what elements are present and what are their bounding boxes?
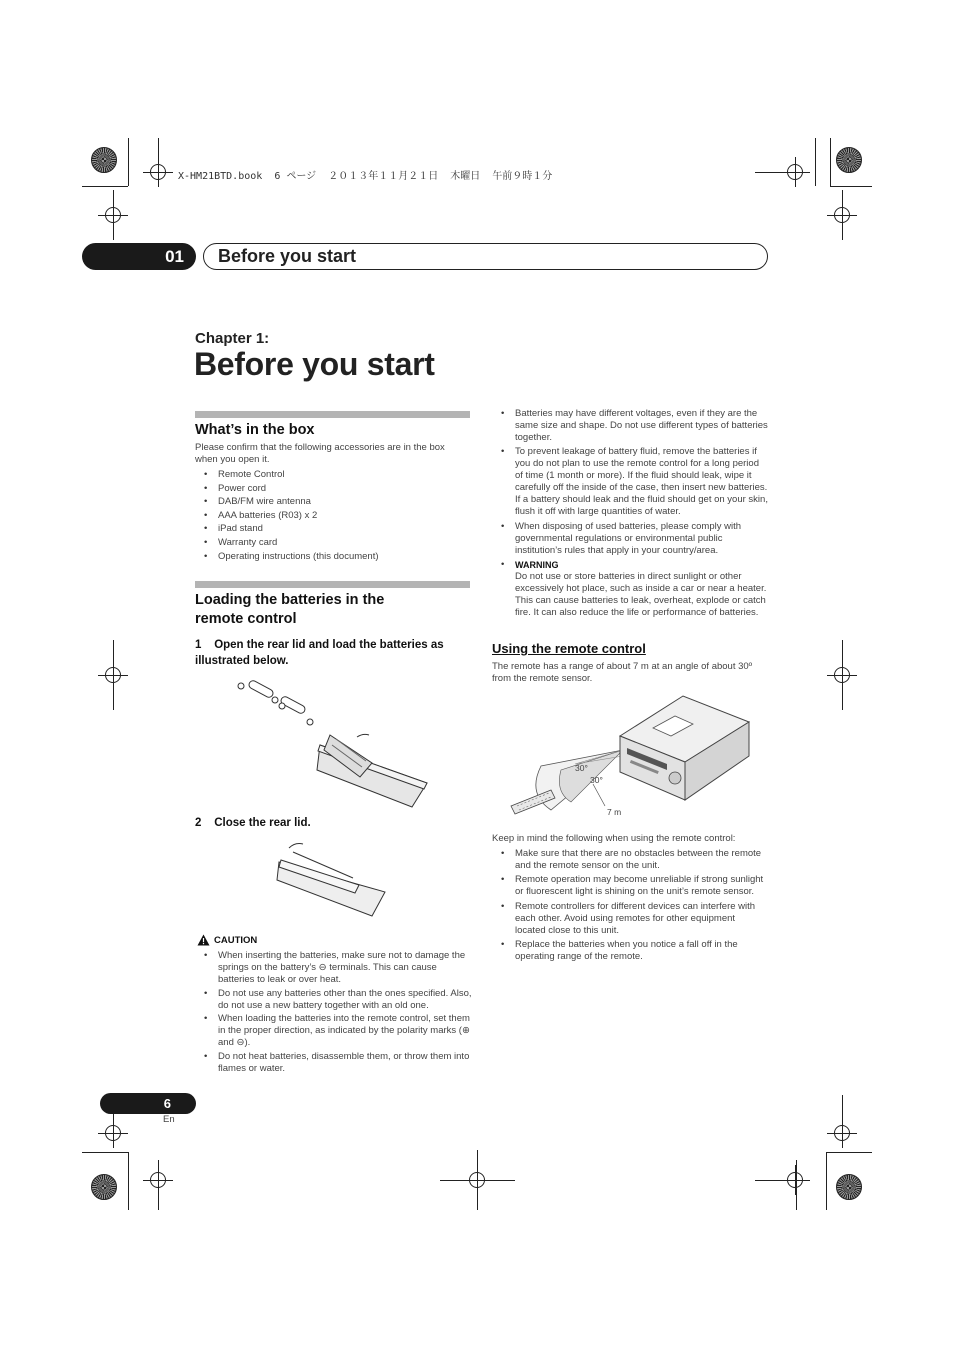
- using-remote-intro: The remote has a range of about 7 m at an angle of about 30º from the remote sensor.: [492, 661, 753, 684]
- chapter-label: Chapter 1:: [195, 330, 270, 347]
- registration-burst-icon: [836, 1174, 862, 1200]
- angle-label-top: 30°: [575, 763, 588, 773]
- chapter-header-bar: Before you start: [203, 243, 768, 270]
- step-2: 2 Close the rear lid.: [195, 817, 311, 829]
- distance-label: 7 m: [607, 807, 622, 817]
- list-item: • When inserting the batteries, make sure not to damage the springs on the battery’s ⊖ terminals. This can cause batteries to leak or over heat.: [195, 950, 473, 986]
- remote-usage-list: [492, 848, 768, 966]
- list-item: • Warranty card: [195, 537, 470, 549]
- list-item: • Do not heat batteries, disassemble them, or throw them into flames or water.: [195, 1051, 473, 1075]
- remote-lid-closed-illustration: [275, 840, 390, 918]
- step-1: 1 Open the rear lid and load the batteries as illustrated below.: [195, 639, 444, 667]
- warning-text: Do not use or store batteries in direct sunlight or other excessively hot place, such as inside a car or near a heater. This can cause batteries to leak, overheat, explode or catch fire. It can also reduce the life or performance of batteries.: [515, 571, 767, 619]
- remote-battery-illustration: [232, 675, 437, 810]
- list-item: • When disposing of used batteries, please comply with governmental regulations or environmental public institution’s rules that apply in your country/area.: [492, 521, 768, 557]
- section-rule: [195, 411, 470, 418]
- list-item: • Batteries may have different voltages, even if they are the same size and shape. Do not use different types of batteries together.: [492, 408, 768, 444]
- whats-in-box-intro: Please confirm that the following accessories are in the box when you open it.: [195, 442, 445, 465]
- remote-range-diagram: [505, 694, 755, 824]
- loading-batteries-heading: Loading the batteries in the remote control: [195, 592, 385, 627]
- list-item: • Power cord: [195, 483, 470, 495]
- section-rule: [195, 581, 470, 588]
- keep-in-mind-text: Keep in mind the following when using the remote control:: [492, 833, 736, 844]
- registration-burst-icon: [91, 147, 117, 173]
- list-item: • When loading the batteries into the remote control, set them in the proper direction, as indicated by the polarity marks (⊕ and ⊖).: [195, 1013, 473, 1049]
- registration-mark-icon: [150, 1172, 166, 1188]
- whats-in-box-heading: What’s in the box: [195, 422, 315, 438]
- page-number-badge: 6: [100, 1093, 196, 1114]
- registration-burst-icon: [836, 147, 862, 173]
- list-item: • Remote operation may become unreliable if strong sunlight or fluorescent light is shining on the unit’s remote sensor.: [492, 874, 768, 898]
- chapter-number-badge: 01: [82, 243, 196, 270]
- list-item: • Remote controllers for different devices can interfere with each other. Avoid using remotes for other equipment located close to this unit.: [492, 901, 768, 937]
- angle-label-bottom: 30°: [590, 775, 603, 785]
- registration-mark-icon: [150, 164, 166, 180]
- registration-burst-icon: [91, 1174, 117, 1200]
- list-item: • Operating instructions (this document): [195, 551, 470, 563]
- list-item: • iPad stand: [195, 523, 470, 535]
- file-header: X-HM21BTD.book 6 ページ ２０１３年１１月２１日 木曜日 午前９時１分: [178, 171, 553, 182]
- caution-label: CAUTION: [197, 934, 257, 946]
- battery-notes-list: [492, 408, 768, 622]
- list-item: • Replace the batteries when you notice a fall off in the operating range of the remote.: [492, 939, 768, 963]
- using-remote-heading: Using the remote control: [492, 641, 646, 656]
- list-item: • To prevent leakage of battery fluid, remove the batteries if you do not plan to use the remote control for a long period of time (1 month or more). If the fluid should leak, wipe it carefully off the inside of the case, then insert new batteries. If a battery should leak and the fluid should get on your skin, flush it off with large quantities of water.: [492, 446, 768, 518]
- list-item: • Make sure that there are no obstacles between the remote and the remote sensor on the unit.: [492, 848, 768, 872]
- list-item: • AAA batteries (R03) x 2: [195, 510, 470, 522]
- warning-triangle-icon: [197, 934, 210, 946]
- caution-list: [195, 950, 473, 1076]
- list-item: • DAB/FM wire antenna: [195, 496, 470, 508]
- chapter-title: Before you start: [194, 346, 435, 382]
- list-item: • Do not use any batteries other than the ones specified. Also, do not use a new battery together with an old one.: [195, 988, 473, 1012]
- page-language: En: [163, 1114, 175, 1125]
- list-item: [492, 559, 768, 619]
- accessories-list: [195, 469, 470, 564]
- list-item: • Remote Control: [195, 469, 470, 481]
- warning-title: • WARNING: [515, 560, 559, 571]
